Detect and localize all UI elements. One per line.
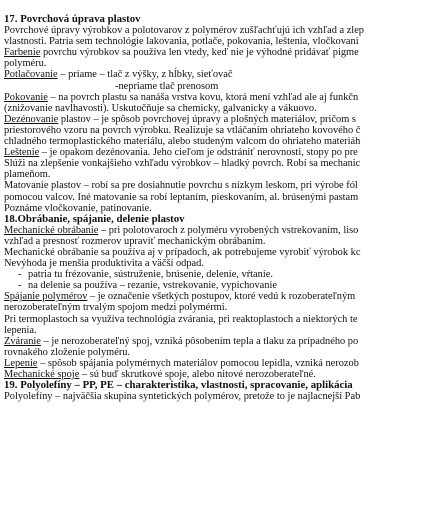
text: povrchu výrobkov sa používa len vtedy, keď nie je výhodné pridávať pigme xyxy=(40,47,359,59)
text: – priame – tlač z výšky, z hĺbky, sieťovač xyxy=(57,69,233,81)
term-mechanicke-obrabanie: Mechanické obrábanie xyxy=(4,224,99,236)
text: plastov – je spôsob povrchovej úpravy a plošných materiálov, pričom s xyxy=(58,113,356,125)
paragraph-line: Matovanie plastov – robí sa pre dosiahnutie povrchu s nízkym leskom, pri výrobe fól xyxy=(4,180,358,192)
paragraph-line: priestorového vzoru na povrch výrobku. Realizuje sa vtláčaním ohriateho kovového č xyxy=(4,124,361,136)
mech-obrabanie-line xyxy=(4,225,447,236)
paragraph-line: vlastnosti. Patria sem technológie lakovania, potlače, pokovania, leštenia, vločkovani xyxy=(4,36,359,48)
paragraph-line: Povrchové úpravy výrobkov a polotovarov z polymérov zušľachťujú ich vzhľad a zlep xyxy=(4,25,364,37)
paragraph-line: chladného termoplastického materiálu, alebo studeným valcom do ohriateho materiáh xyxy=(4,136,361,148)
section-19-heading: 19. Polyolefíny – PP, PE – charakteristika, vlastnosti, spracovanie, aplikácia xyxy=(4,379,353,392)
term-zvaranie: Zváranie xyxy=(4,335,41,347)
term-farbenie: Farbenie xyxy=(4,47,41,59)
text: – je označenie všetkých postupov, ktoré vedú k rozoberateľným xyxy=(87,291,356,303)
text: – na povrch plastu sa nanáša vrstva kovu, ktorá mení vzhľad ale aj funkčn xyxy=(47,91,359,103)
paragraph-line: Mechanické obrábanie sa používa aj v prípadoch, ak potrebujeme vyrobiť výrobok kc xyxy=(4,246,361,258)
text: – je nerozoberateľný spoj, vzniká pôsobením tepla a tlaku za prípadného po xyxy=(40,335,359,347)
paragraph-line: plameňom. xyxy=(4,169,51,181)
paragraph-line: Slúži na zlepšenie vonkajšieho vzhľadu výrobkov – hladký povrch. Robí sa mechanic xyxy=(4,158,361,170)
pokovanie-line xyxy=(4,92,447,103)
term-spajanie: Spájanie polymérov xyxy=(4,291,88,303)
lestenie-line xyxy=(4,147,447,158)
paragraph-line: vzhľad a presnosť rozmerov upraviť mechanickým obrábaním. xyxy=(4,235,266,247)
paragraph-line: lepenia. xyxy=(4,324,37,336)
term-dezenovanie: Dezénovanie xyxy=(4,113,59,125)
paragraph-line: Poznáme vločkovanie, patinovanie. xyxy=(4,202,152,214)
paragraph-line: Pri termoplastoch sa využíva technológia zvárania, pri reaktoplastoch a niektorých te xyxy=(4,313,358,325)
lepenie-line xyxy=(4,358,447,369)
paragraph-line: rovnakého zloženie polyméru. xyxy=(4,346,131,358)
document-page xyxy=(4,14,447,402)
term-pokovanie: Pokovanie xyxy=(4,91,48,103)
paragraph-line: Polyolefíny – najväčšia skupina syntetických polymérov, pretože to je najlacnejší Pab xyxy=(4,391,361,403)
farbenie-line xyxy=(4,47,447,58)
paragraph-line: pomocou valcov. Iné matovanie sa robí leptaním, pieskovaním, al. brúsenými pastam xyxy=(4,191,359,203)
spajanie-line xyxy=(4,291,447,302)
text: – sú buď skrutkové spoje, alebo nitové nerozoberateľné. xyxy=(79,369,316,380)
list-item xyxy=(4,280,447,291)
paragraph-line: (znižovanie navlhavosti). Uskutočňuje sa chemicky, galvanicky a vákuovo. xyxy=(4,102,317,114)
section-18-heading: 18.Obrábanie, spájanie, delenie plastov xyxy=(4,212,185,225)
paragraph-line: polyméru. xyxy=(4,58,47,70)
potlacovanie-line xyxy=(4,69,447,80)
list-item-text: patria tu frézovanie, sústruženie, brúsenie, delenie, vŕtanie. xyxy=(28,269,273,281)
potlacovanie-subline: -nepriame tlač prenosom xyxy=(115,80,219,92)
list-item xyxy=(4,269,447,280)
dezenovanie-line xyxy=(4,114,447,125)
paragraph-line: nerozoberateľným trvalým spojom medzi polymérmi. xyxy=(4,302,228,314)
zvaranie-line xyxy=(4,336,447,347)
paragraph-line: Nevýhoda je menšia produktivita a väčší odpad. xyxy=(4,258,204,270)
section-17-heading: 17. Povrchová úprava plastov xyxy=(4,13,141,25)
term-potlacovanie: Potlačovanie xyxy=(4,69,58,81)
term-mechanicke-spoje: Mechanické spoje xyxy=(4,369,80,380)
term-lestenie: Leštenie xyxy=(4,147,40,159)
list-item-text: na delenie sa používa – rezanie, vstrekovanie, vypichovanie xyxy=(28,280,277,292)
term-lepenie: Lepenie xyxy=(4,357,38,369)
text: – je opakom dezénovania. Jeho cieľom je odstrániť nerovnosti, stopy po pre xyxy=(39,147,358,159)
bullet-dash: - xyxy=(18,269,22,281)
text: – spôsob spájania polymérnych materiálov pomocou lepidla, vzniká nerozob xyxy=(37,357,359,369)
bullet-dash: - xyxy=(18,280,22,292)
text: – pri polotovaroch z polyméru vyrobených vstrekovaním, liso xyxy=(98,224,359,236)
